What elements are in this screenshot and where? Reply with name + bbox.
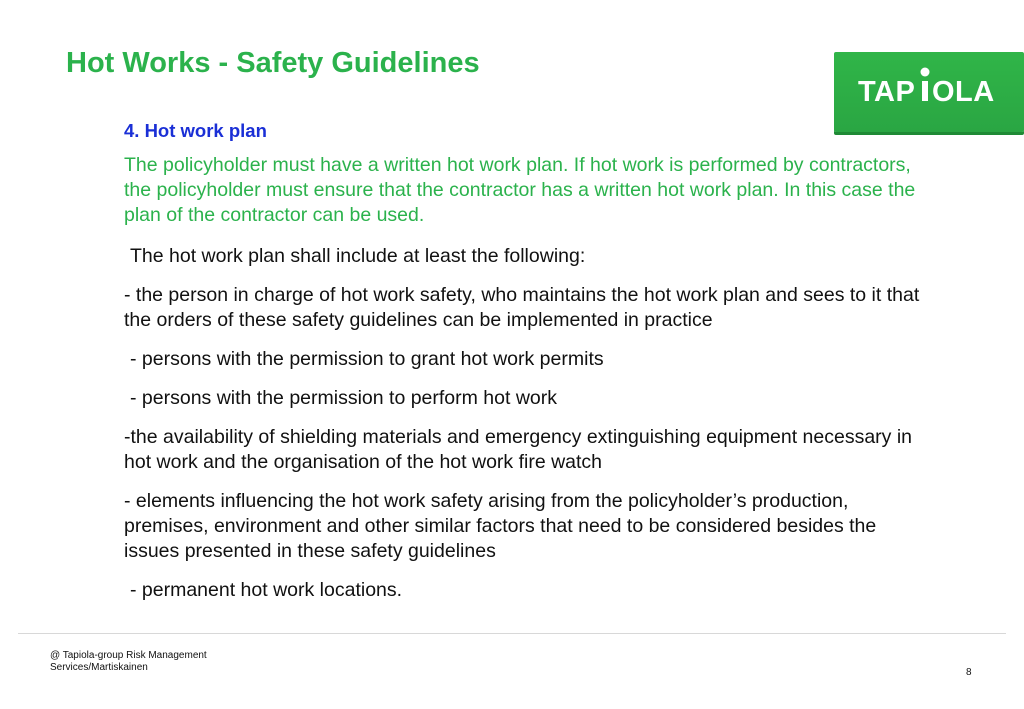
lead-paragraph: The hot work plan shall include at least the following: xyxy=(130,245,586,267)
list-item: - persons with the permission to grant hot work permits xyxy=(130,348,604,370)
svg-text:TAP: TAP xyxy=(858,76,916,108)
footer-credit xyxy=(50,650,207,674)
list-item: -the availability of shielding materials and emergency extinguishing equipment necessary in hot work and the organisation of the hot work fire watch xyxy=(124,426,913,473)
footer-credit-line1: @ Tapiola-group Risk Management xyxy=(50,650,207,661)
list-item: - the person in charge of hot work safety, who maintains the hot work plan and sees to it that the orders of these safety guidelines can be implemented in practice xyxy=(124,284,920,331)
footer-divider xyxy=(18,633,1006,634)
list-item: - permanent hot work locations. xyxy=(130,579,403,601)
slide-content xyxy=(124,116,924,603)
slide-title: Hot Works - Safety Guidelines xyxy=(66,47,480,79)
footer-credit-line2: Services/Martiskainen xyxy=(50,662,148,673)
intro-paragraph: The policyholder must have a written hot work plan. If hot work is performed by contractors, the policyholder must ensure that the contractor has a written hot work plan. In this case the plan of the contractor can be used. xyxy=(124,154,916,226)
page-number: 8 xyxy=(966,667,972,678)
list-item: - persons with the permission to perform hot work xyxy=(130,387,558,409)
section-heading: 4. Hot work plan xyxy=(124,120,267,141)
list-item: - elements influencing the hot work safety arising from the policyholder’s production, premises, environment and other similar factors that need to be considered besides the issues presented in these safety guidelines xyxy=(124,490,877,562)
svg-text:OLA: OLA xyxy=(932,76,995,108)
